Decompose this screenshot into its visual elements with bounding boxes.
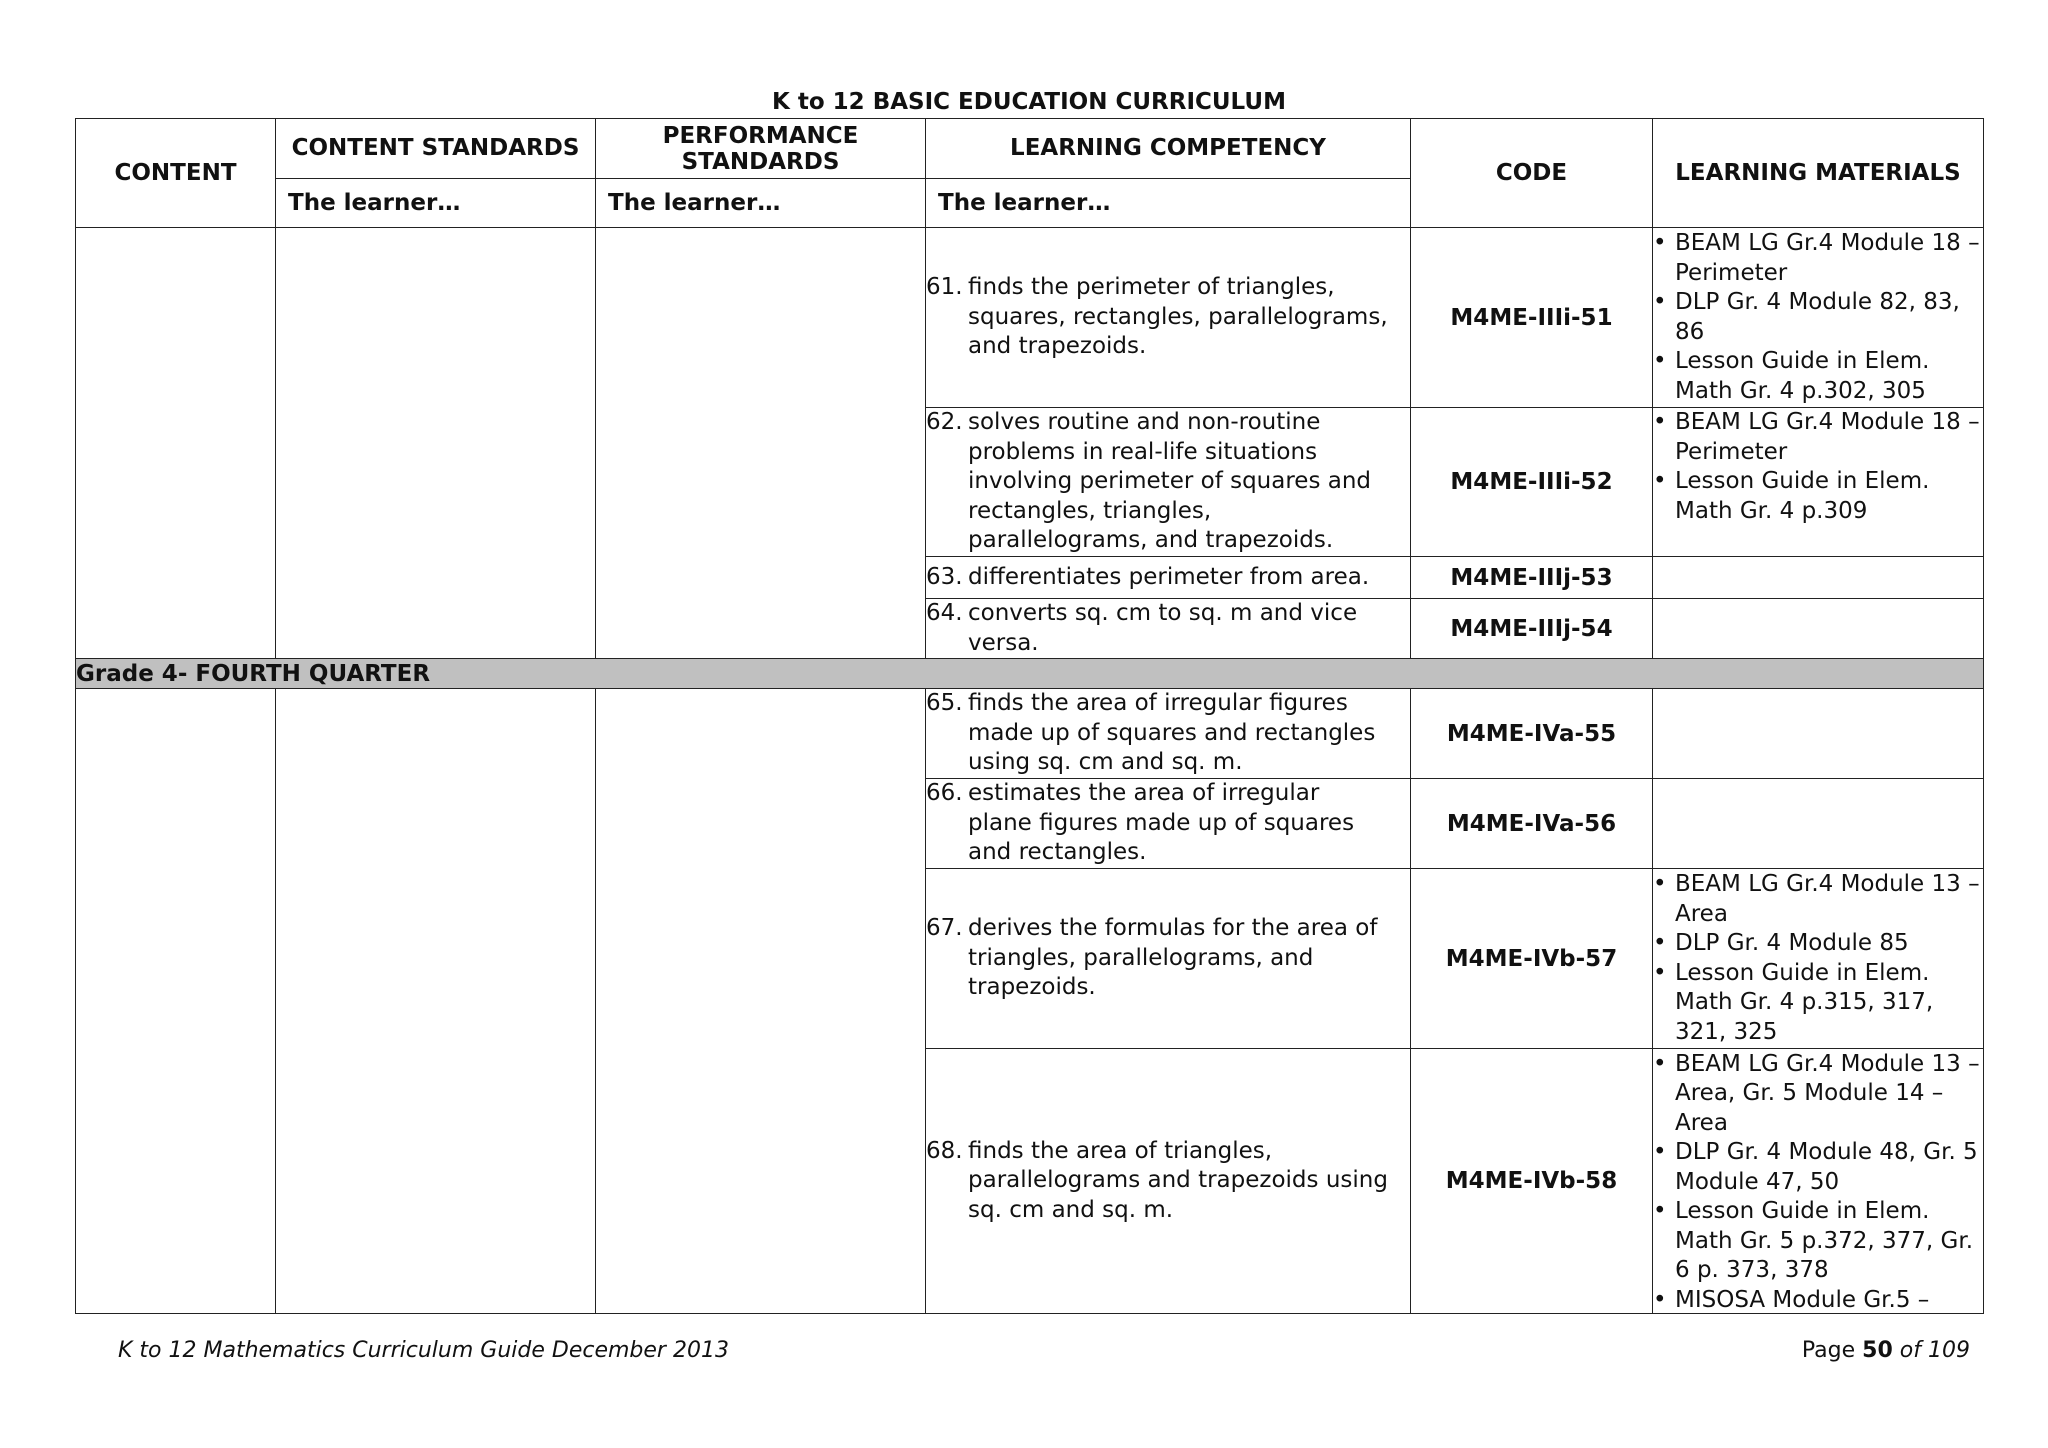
performance-standards-cell-empty [596,228,926,659]
materials-cell-empty [1653,599,1984,659]
header-learning-materials: LEARNING MATERIALS [1653,119,1984,228]
header-performance-standards: PERFORMANCE STANDARDS [596,119,926,179]
page-label: Page [1801,1338,1856,1363]
document-title: K to 12 BASIC EDUCATION CURRICULUM [772,89,1286,115]
competency-cell: 68. finds the area of triangles, parallelograms and trapezoids using sq. cm and sq. m. [926,1049,1411,1314]
code-cell: M4ME-IVb-57 [1411,869,1653,1049]
material-item: • Lesson Guide in Elem. Math Gr. 4 p.302, 305 [1653,347,1983,406]
material-item: • DLP Gr. 4 Module 48, Gr. 5 Module 47, 50 [1653,1138,1983,1197]
content-standards-cell-empty [276,689,596,1314]
code-cell: M4ME-IIIj-54 [1411,599,1653,659]
material-item: • DLP Gr. 4 Module 82, 83, 86 [1653,288,1983,347]
material-item: • Lesson Guide in Elem. Math Gr. 4 p.315, 317, 321, 325 [1653,959,1983,1048]
competency-cell: 61. finds the perimeter of triangles, squares, rectangles, parallelograms, and trapezoids. [926,228,1411,408]
code-cell: M4ME-IIIi-52 [1411,408,1653,557]
page-current: 50 [1862,1338,1893,1363]
materials-cell-empty [1653,689,1984,779]
page-total: of 109 [1899,1338,1970,1363]
header-content-standards: CONTENT STANDARDS [276,119,596,179]
material-item: • Lesson Guide in Elem. Math Gr. 5 p.372, 377, Gr. 6 p. 373, 378 [1653,1197,1983,1286]
performance-standards-cell-empty [596,689,926,1314]
competency-cell: 62. solves routine and non-routine problems in real-life situations involving perimeter of squares and rectangles, triangles, parallelograms, and trapezoids. [926,408,1411,557]
footer-page-number [1802,1338,1970,1363]
material-item: • MISOSA Module Gr.5 – [1653,1286,1983,1313]
header-content: CONTENT [76,119,276,228]
content-cell-empty [76,689,276,1314]
materials-cell-empty [1653,557,1984,599]
subheader-learner-cs: The learner… [276,179,596,228]
competency-cell: 65. finds the area of irregular figures made up of squares and rectangles using sq. cm and sq. m. [926,689,1411,779]
code-cell: M4ME-IIIi-51 [1411,228,1653,408]
materials-cell [1653,869,1984,1049]
materials-cell [1653,228,1984,408]
subheader-learner-ps: The learner… [596,179,926,228]
material-item: • BEAM LG Gr.4 Module 18 – Perimeter [1653,408,1983,467]
quarter-header: Grade 4- FOURTH QUARTER [76,659,1984,689]
material-item: • DLP Gr. 4 Module 85 [1653,929,1983,959]
subheader-learner-lc: The learner… [926,179,1411,228]
materials-cell-empty [1653,779,1984,869]
code-cell: M4ME-IVa-55 [1411,689,1653,779]
material-item: • BEAM LG Gr.4 Module 18 – Perimeter [1653,229,1983,288]
materials-cell [1653,1049,1984,1314]
header-learning-competency: LEARNING COMPETENCY [926,119,1411,179]
material-item: • Lesson Guide in Elem. Math Gr. 4 p.309 [1653,467,1983,526]
competency-cell: 64. converts sq. cm to sq. m and vice versa. [926,599,1411,659]
content-standards-cell-empty [276,228,596,659]
material-item: • BEAM LG Gr.4 Module 13 – Area [1653,870,1983,929]
footer-guide-title: K to 12 Mathematics Curriculum Guide December 2013 [118,1338,729,1363]
table-row [76,689,1984,779]
curriculum-table [75,118,1984,1314]
code-cell: M4ME-IVa-56 [1411,779,1653,869]
competency-cell: 66. estimates the area of irregular plane figures made up of squares and rectangles. [926,779,1411,869]
materials-cell [1653,408,1984,557]
table-row [76,228,1984,408]
content-cell-empty [76,228,276,659]
code-cell: M4ME-IVb-58 [1411,1049,1653,1314]
competency-cell: 63. differentiates perimeter from area. [926,557,1411,599]
code-cell: M4ME-IIIj-53 [1411,557,1653,599]
material-item: • BEAM LG Gr.4 Module 13 – Area, Gr. 5 Module 14 – Area [1653,1050,1983,1139]
competency-cell: 67. derives the formulas for the area of triangles, parallelograms, and trapezoids. [926,869,1411,1049]
header-code: CODE [1411,119,1653,228]
